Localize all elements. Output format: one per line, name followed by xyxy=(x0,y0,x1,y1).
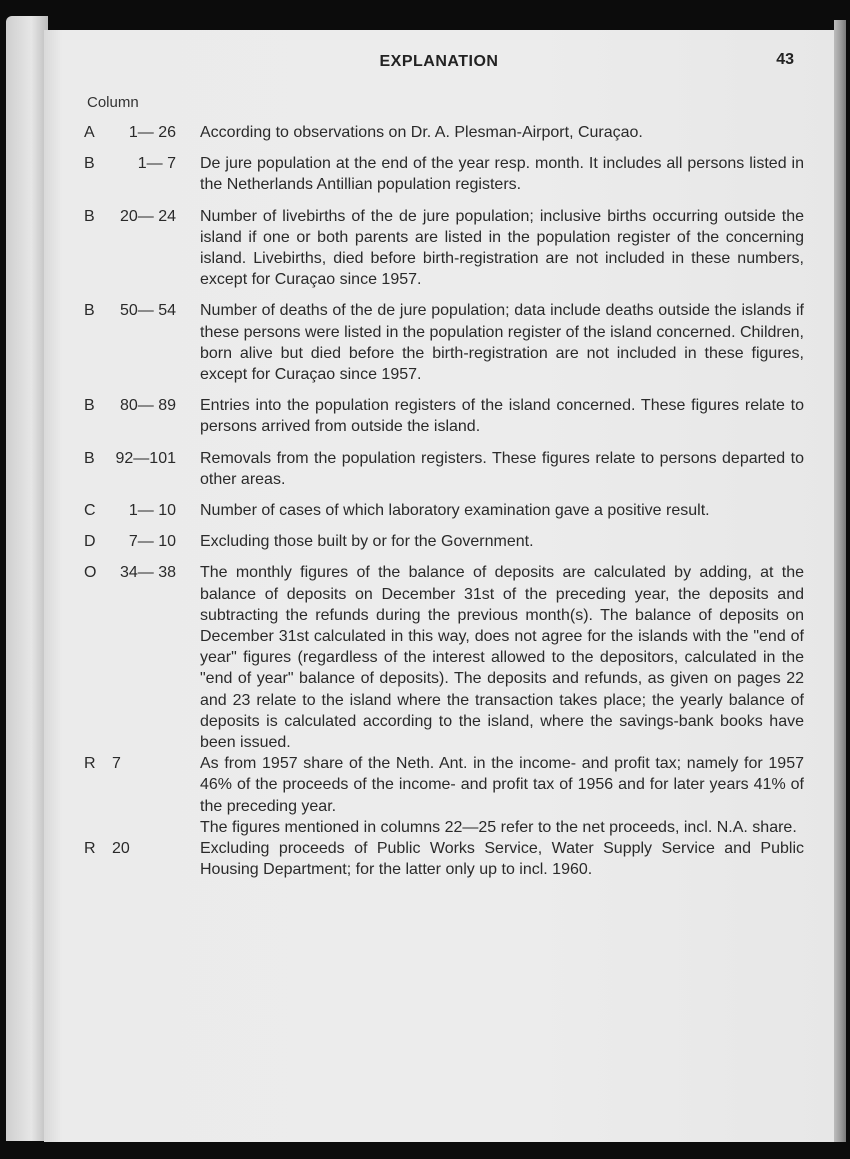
entry-text xyxy=(200,448,804,490)
entry-text xyxy=(200,395,804,437)
entry-paragraph: As from 1957 share of the Neth. Ant. in the income- and profit tax; namely for 1957 46% of the proceeds of the income- and profit tax of 1956 and for later years 41% of the preceding year. xyxy=(200,755,804,815)
column-reference xyxy=(84,562,200,583)
column-range: 1— 26 xyxy=(128,124,176,141)
entry-paragraph: Entries into the population registers of the island concerned. These figures relate to persons arrived from outside the island. xyxy=(200,397,804,436)
book-page xyxy=(44,30,834,1142)
left-page-edge xyxy=(6,16,48,1141)
column-range: 7 xyxy=(112,755,121,773)
explanation-entry xyxy=(84,500,804,521)
explanation-entry xyxy=(84,531,804,552)
table-letter: A xyxy=(84,124,95,141)
table-letter: D xyxy=(84,533,96,551)
entry-text xyxy=(200,206,804,291)
column-reference xyxy=(84,122,200,143)
entry-text xyxy=(200,300,804,385)
entry-text xyxy=(200,122,804,143)
column-range: 20 xyxy=(112,840,130,858)
explanation-entry xyxy=(84,300,804,385)
explanation-entry xyxy=(84,448,804,490)
entry-paragraph: According to observations on Dr. A. Plesman-Airport, Curaçao. xyxy=(200,124,643,141)
column-reference xyxy=(84,206,200,227)
page-title: EXPLANATION xyxy=(379,53,499,70)
column-reference xyxy=(84,395,200,416)
table-letter: B xyxy=(84,302,95,320)
entry-paragraph: The monthly figures of the balance of deposits are calculated by adding, at the balance of deposits on December 31st of the preceding year, the deposits and subtracting the refunds during the previous month(s). The balance of deposits on December 31st calculated in this way, does not agree for the islands with the "end of year" figures (regardless of the interest allowed to the depositors, calculated in the "end of year" balance of deposits). The deposits and refunds, as given on pages 22 and 23 relate to the island where the transaction takes place; the yearly balance of deposits is calculated according to the island, where the savings-bank books have been issued. xyxy=(200,564,804,752)
entry-paragraph: Removals from the population registers. These figures relate to persons departed to other areas. xyxy=(200,449,804,488)
column-reference xyxy=(84,300,200,321)
entry-paragraph: Excluding those built by or for the Government. xyxy=(200,533,534,551)
table-letter: C xyxy=(84,502,96,520)
explanation-list xyxy=(84,122,804,881)
explanation-entry xyxy=(84,838,804,880)
table-letter: B xyxy=(84,155,95,173)
column-range: 7— 10 xyxy=(128,533,176,551)
column-range: 34— 38 xyxy=(119,564,176,582)
entry-text xyxy=(200,500,804,521)
column-header: Column xyxy=(87,94,139,111)
column-reference xyxy=(84,448,200,469)
explanation-entry xyxy=(84,206,804,291)
explanation-entry xyxy=(84,562,804,753)
table-letter: R xyxy=(84,755,96,773)
column-range: 20— 24 xyxy=(119,207,176,225)
explanation-entry xyxy=(84,122,804,143)
column-reference xyxy=(84,500,200,521)
entry-text xyxy=(200,531,804,552)
column-reference xyxy=(84,153,200,174)
entry-text xyxy=(200,153,804,195)
entry-paragraph: Number of deaths of the de jure population; data include deaths outside the islands if these persons were listed in the population register of the island concerned. Children, born alive but died before the birth-registration are not included in these figures, except for Curaçao since 1957. xyxy=(200,302,804,384)
column-range: 50— 54 xyxy=(119,302,176,320)
entry-paragraph: Number of cases of which laboratory examination gave a positive result. xyxy=(200,502,710,520)
page-number: 43 xyxy=(776,51,794,68)
entry-paragraph: Number of livebirths of the de jure population; inclusive births occurring outside the island if one or both parents are listed in the population register of the concerning island. Livebirths, died before birth-registration are not included in these numbers, except for Curaçao since 1957. xyxy=(200,207,804,289)
column-range: 92—101 xyxy=(115,449,176,467)
table-letter: R xyxy=(84,840,96,858)
explanation-entry xyxy=(84,153,804,195)
column-range: 1— 10 xyxy=(128,502,176,520)
column-reference xyxy=(84,531,200,552)
entry-text xyxy=(200,838,804,880)
column-range: 1— 7 xyxy=(137,155,176,173)
entry-paragraph: De jure population at the end of the year resp. month. It includes all persons listed in the Netherlands Antillian population registers. xyxy=(200,155,804,194)
table-letter: B xyxy=(84,397,95,415)
explanation-entry xyxy=(84,395,804,437)
entry-paragraph: The figures mentioned in columns 22—25 refer to the net proceeds, incl. N.A. share. xyxy=(200,818,797,836)
explanation-entry xyxy=(84,753,804,838)
column-reference xyxy=(84,753,200,774)
table-letter: B xyxy=(84,207,95,225)
column-range: 80— 89 xyxy=(119,397,176,415)
entry-text xyxy=(200,753,804,838)
entry-paragraph: Excluding proceeds of Public Works Service, Water Supply Service and Public Housing Department; for the latter only up to incl. 1960. xyxy=(200,840,804,879)
table-letter: B xyxy=(84,449,95,467)
right-page-edge xyxy=(834,20,846,1142)
entry-text xyxy=(200,562,804,753)
column-reference xyxy=(84,838,200,859)
table-letter: O xyxy=(84,564,97,582)
